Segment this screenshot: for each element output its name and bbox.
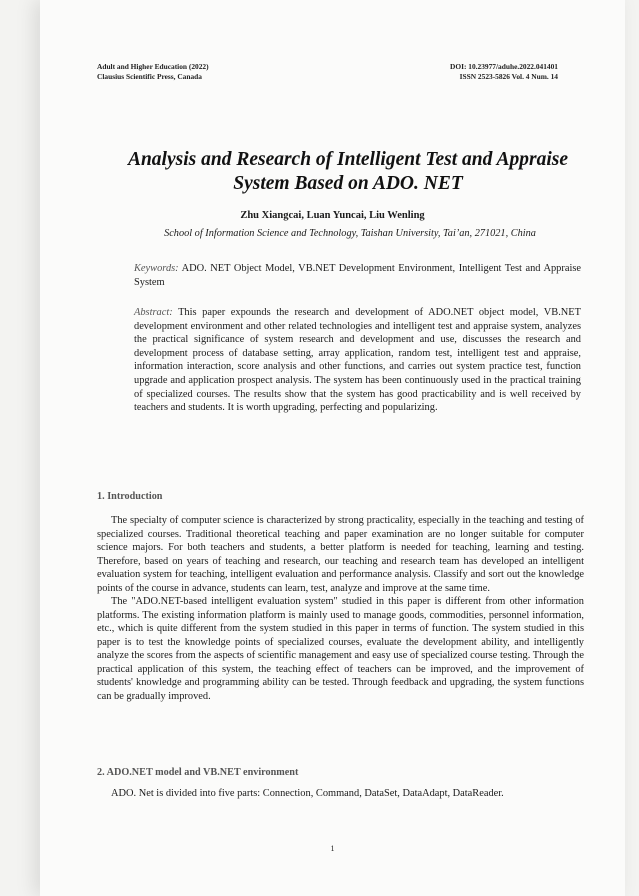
doi-header [450, 62, 558, 82]
section-heading-ado-net: 2. ADO.NET model and VB.NET environment [97, 767, 299, 778]
introduction-body [97, 514, 584, 703]
journal-header [97, 62, 209, 82]
issn: ISSN 2523-5826 Vol. 4 Num. 14 [459, 72, 558, 81]
paper-page [40, 0, 625, 896]
paragraph: The "ADO.NET-based intelligent evaluation system" studied in this paper is different from other information platforms. The existing information platform is mainly used to manage goods, commodities, personnel information, etc., which is quite different from the system studied in this paper in terms of function. The system studied in this paper is to test the knowledge points of specialized courses, evaluate the development ability, and intelligently analyze the scores from the aspects of scientific management and easy use of specialized course testing. Through the practical application of this system, the teaching effect of teachers can be improved, and the improvement of students' knowledge and programming ability can be tested. Through feedback and upgrading, the system functions can be gradually improved. [97, 596, 584, 702]
doi: DOI: 10.23977/aduhe.2022.041401 [450, 62, 558, 71]
keywords-block [134, 262, 581, 289]
page-number: 1 [330, 844, 335, 853]
journal-name: Adult and Higher Education (2022) [97, 62, 209, 71]
abstract-label: Abstract: [134, 307, 173, 318]
keywords-text: ADO. NET Object Model, VB.NET Development Environment, Intelligent Test and Appraise System [134, 263, 581, 288]
paragraph: The specialty of computer science is characterized by strong practicality, especially in the teaching and testing of specialized courses. Traditional theoretical teaching and paper examination are no longer suitable for computer science majors. For both teachers and students, a better platform is needed for teaching, learning and testing. Therefore, based on years of teaching and research, our teaching and research team has developed an intelligent evaluation system for teaching, intelligent evaluation and performance analysis. Classify and sort out the knowledge points of the course in advance, students can learn, test, analyze and improve at the same time. [97, 515, 584, 594]
affiliation: School of Information Science and Technology, Taishan University, Tai’an, 271021, China [164, 228, 536, 239]
paragraph: ADO. Net is divided into five parts: Connection, Command, DataSet, DataAdapt, DataReader. [111, 788, 504, 799]
publisher-name: Clausius Scientific Press, Canada [97, 72, 202, 81]
abstract-block [134, 306, 581, 415]
section-heading-introduction: 1. Introduction [97, 491, 163, 502]
ado-net-body [97, 787, 584, 801]
keywords-label: Keywords: [134, 263, 179, 274]
paper-title: Analysis and Research of Intelligent Test and Appraise System Based on ADO. NET [127, 149, 569, 194]
abstract-text: This paper expounds the research and development of ADO.NET object model, VB.NET development environment and other related technologies and intelligent test and appraise system, analyzes the practical significance of system research and development and use, discusses the research and development process of database setting, array application, random test, intelligent test and appraise, information interaction, score analysis and other functions, and carries out system practice test, function upgrade and application prospect analysis. The system has been continuously used in the practical training of specialized courses. The results show that the system has good practicability and is well received by teachers and students. It is worth upgrading, perfecting and popularizing. [134, 307, 581, 414]
authors: Zhu Xiangcai, Luan Yuncai, Liu Wenling [240, 210, 425, 221]
